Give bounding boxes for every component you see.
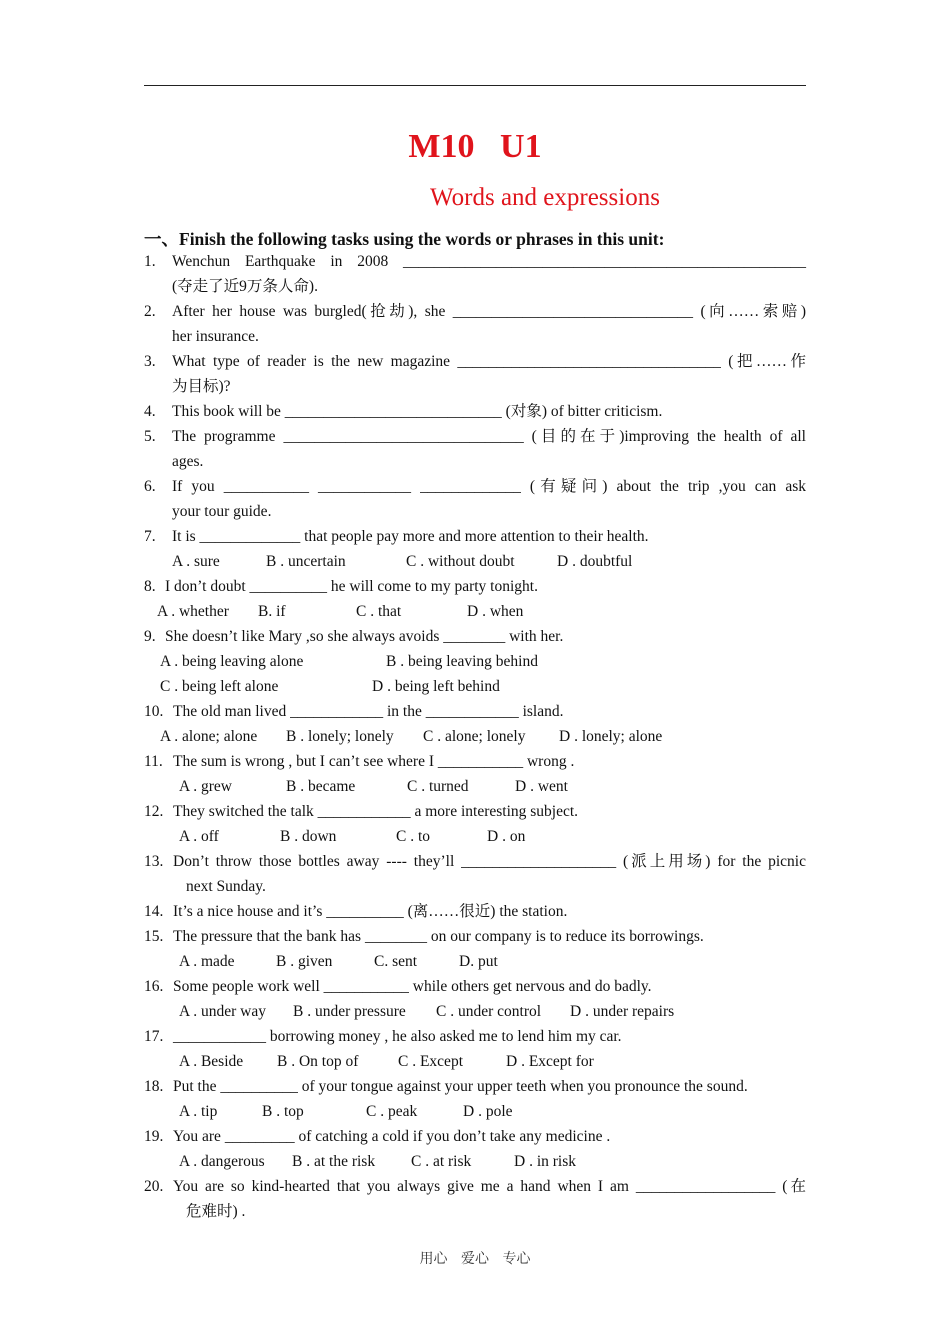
question-number: 20. (144, 1178, 164, 1195)
option-c: C . under control (436, 1003, 542, 1020)
option-c: C . that (356, 603, 402, 620)
option-a: A . made (179, 953, 235, 970)
option-a: A . grew (179, 778, 232, 795)
question-16 (144, 974, 806, 999)
question-number: 10. (144, 703, 164, 720)
answer-options (144, 599, 806, 624)
option-c: C . to (396, 828, 431, 845)
question-number: 13. (144, 853, 164, 870)
question-number: 14. (144, 903, 164, 920)
question-text: You are so kind-hearted that you always give me a hand when I am __________________ (在 (173, 1178, 806, 1195)
option-b: B . On top of (277, 1053, 359, 1070)
question-6 (144, 474, 806, 499)
question-15 (144, 924, 806, 949)
question-number: 3. (144, 353, 156, 370)
option-c: C . Except (398, 1053, 463, 1070)
question-text: If you ___________ ____________ _____________ (有疑问) about the trip ,you can ask (172, 478, 806, 495)
question-text: It’s a nice house and it’s __________ (离……很近) the station. (173, 903, 568, 920)
option-d: D . being left behind (372, 678, 500, 695)
question-list (144, 249, 806, 1224)
question-8 (144, 574, 806, 599)
question-9 (144, 624, 806, 649)
question-text: Wenchun Earthquake in 2008 ____________________________________________________ (172, 253, 806, 270)
question-text: It is _____________ that people pay more and more attention to their health. (172, 528, 649, 545)
question-number: 2. (144, 303, 156, 320)
question-14 (144, 899, 806, 924)
option-b: B . under pressure (293, 1003, 406, 1020)
question-text: The sum is wrong , but I can’t see where I ___________ wrong . (173, 753, 575, 770)
question-text-cont: ages. (172, 453, 204, 470)
answer-options (144, 999, 806, 1024)
option-a: A . under way (179, 1003, 266, 1020)
question-19 (144, 1124, 806, 1149)
question-13 (144, 849, 806, 874)
answer-options (144, 1149, 806, 1174)
option-d: D . pole (463, 1103, 513, 1120)
option-d: D . Except for (506, 1053, 594, 1070)
header-rule (144, 85, 806, 86)
option-c: C . at risk (411, 1153, 472, 1170)
option-a: A . sure (172, 553, 220, 570)
question-number: 11. (144, 753, 163, 770)
answer-options (144, 1099, 806, 1124)
question-text: ____________ borrowing money , he also asked me to lend him my car. (173, 1028, 622, 1045)
option-c: C . without doubt (406, 553, 515, 570)
question-number: 7. (144, 528, 156, 545)
question-3 (144, 349, 806, 374)
section-heading: 一、Finish the following tasks using the words or phrases in this unit: (144, 229, 665, 249)
question-text-cont: 为目标)? (172, 378, 231, 395)
question-20 (144, 1174, 806, 1199)
option-d: D . when (467, 603, 524, 620)
answer-options (144, 724, 806, 749)
question-number: 8. (144, 578, 156, 595)
question-text: She doesn’t like Mary ,so she always avoids ________ with her. (165, 628, 564, 645)
option-d: D . doubtful (557, 553, 633, 570)
question-11 (144, 749, 806, 774)
question-number: 18. (144, 1078, 164, 1095)
option-d: D. put (459, 953, 498, 970)
answer-options (144, 674, 806, 699)
question-text: Put the __________ of your tongue against your upper teeth when you pronounce the sound. (173, 1078, 748, 1095)
option-a: A . off (179, 828, 219, 845)
question-18 (144, 1074, 806, 1099)
option-c: C . peak (366, 1103, 418, 1120)
question-text: The old man lived ____________ in the ____________ island. (173, 703, 564, 720)
option-a: A . whether (157, 603, 229, 620)
question-number: 19. (144, 1128, 164, 1145)
page-footer: 用心 爱心 专心 (419, 1252, 531, 1267)
question-text-cont: next Sunday. (186, 878, 266, 895)
option-d: D . on (487, 828, 526, 845)
question-text: This book will be ____________________________ (对象) of bitter criticism. (172, 403, 663, 420)
question-text-cont: 危难时) . (186, 1203, 246, 1220)
question-2 (144, 299, 806, 324)
page-title: M10 U1 (408, 128, 542, 165)
option-c: C . alone; lonely (423, 728, 526, 745)
option-b: B. if (258, 603, 286, 620)
option-d: D . under repairs (570, 1003, 675, 1020)
question-text-cont: (夺走了近9万条人命). (172, 278, 318, 295)
option-d: D . lonely; alone (559, 728, 663, 745)
option-a: A . alone; alone (160, 728, 258, 745)
question-text: Some people work well ___________ while others get nervous and do badly. (173, 978, 652, 995)
answer-options (144, 649, 806, 674)
question-10 (144, 699, 806, 724)
question-text: What type of reader is the new magazine __________________________________ (把……作 (172, 353, 806, 370)
question-number: 5. (144, 428, 156, 445)
question-text: Don’t throw those bottles away ---- they’ll ____________________ (派上用场) for the picnic (173, 853, 806, 870)
option-b: B . down (280, 828, 337, 845)
option-b: B . at the risk (292, 1153, 376, 1170)
option-b: B . being leaving behind (386, 653, 538, 670)
question-number: 4. (144, 403, 156, 420)
question-12 (144, 799, 806, 824)
option-a: A . Beside (179, 1053, 244, 1070)
option-a: A . dangerous (179, 1153, 265, 1170)
question-7 (144, 524, 806, 549)
answer-options (144, 549, 806, 574)
option-d: D . went (515, 778, 568, 795)
option-a: A . tip (179, 1103, 218, 1120)
answer-options (144, 1049, 806, 1074)
option-b: B . uncertain (266, 553, 346, 570)
option-a: A . being leaving alone (160, 653, 304, 670)
option-c: C . being left alone (160, 678, 279, 695)
option-c: C . turned (407, 778, 469, 795)
page-subtitle: Words and expressions (430, 184, 660, 211)
question-text: The programme _______________________________ (目的在于)improving the health of all (172, 428, 806, 445)
question-number: 16. (144, 978, 164, 995)
question-number: 17. (144, 1028, 164, 1045)
question-text: You are _________ of catching a cold if you don’t take any medicine . (173, 1128, 611, 1145)
question-4 (144, 399, 806, 424)
option-b: B . lonely; lonely (286, 728, 394, 745)
question-text-cont: your tour guide. (172, 503, 272, 520)
question-text-cont: her insurance. (172, 328, 259, 345)
answer-options (144, 949, 806, 974)
option-d: D . in risk (514, 1153, 576, 1170)
question-text: They switched the talk ____________ a more interesting subject. (173, 803, 579, 820)
question-5 (144, 424, 806, 449)
question-text: I don’t doubt __________ he will come to my party tonight. (165, 578, 538, 595)
question-text: After her house was burgled(抢劫), she _______________________________ (向……索赔) (172, 303, 806, 320)
question-17 (144, 1024, 806, 1049)
answer-options (144, 774, 806, 799)
option-b: B . top (262, 1103, 304, 1120)
question-number: 6. (144, 478, 156, 495)
answer-options (144, 824, 806, 849)
option-b: B . given (276, 953, 333, 970)
question-text: The pressure that the bank has ________ on our company is to reduce its borrowings. (173, 928, 704, 945)
question-number: 12. (144, 803, 164, 820)
option-c: C. sent (374, 953, 418, 970)
question-number: 9. (144, 628, 156, 645)
option-b: B . became (286, 778, 356, 795)
question-1 (144, 249, 806, 274)
question-number: 1. (144, 253, 156, 270)
question-number: 15. (144, 928, 164, 945)
